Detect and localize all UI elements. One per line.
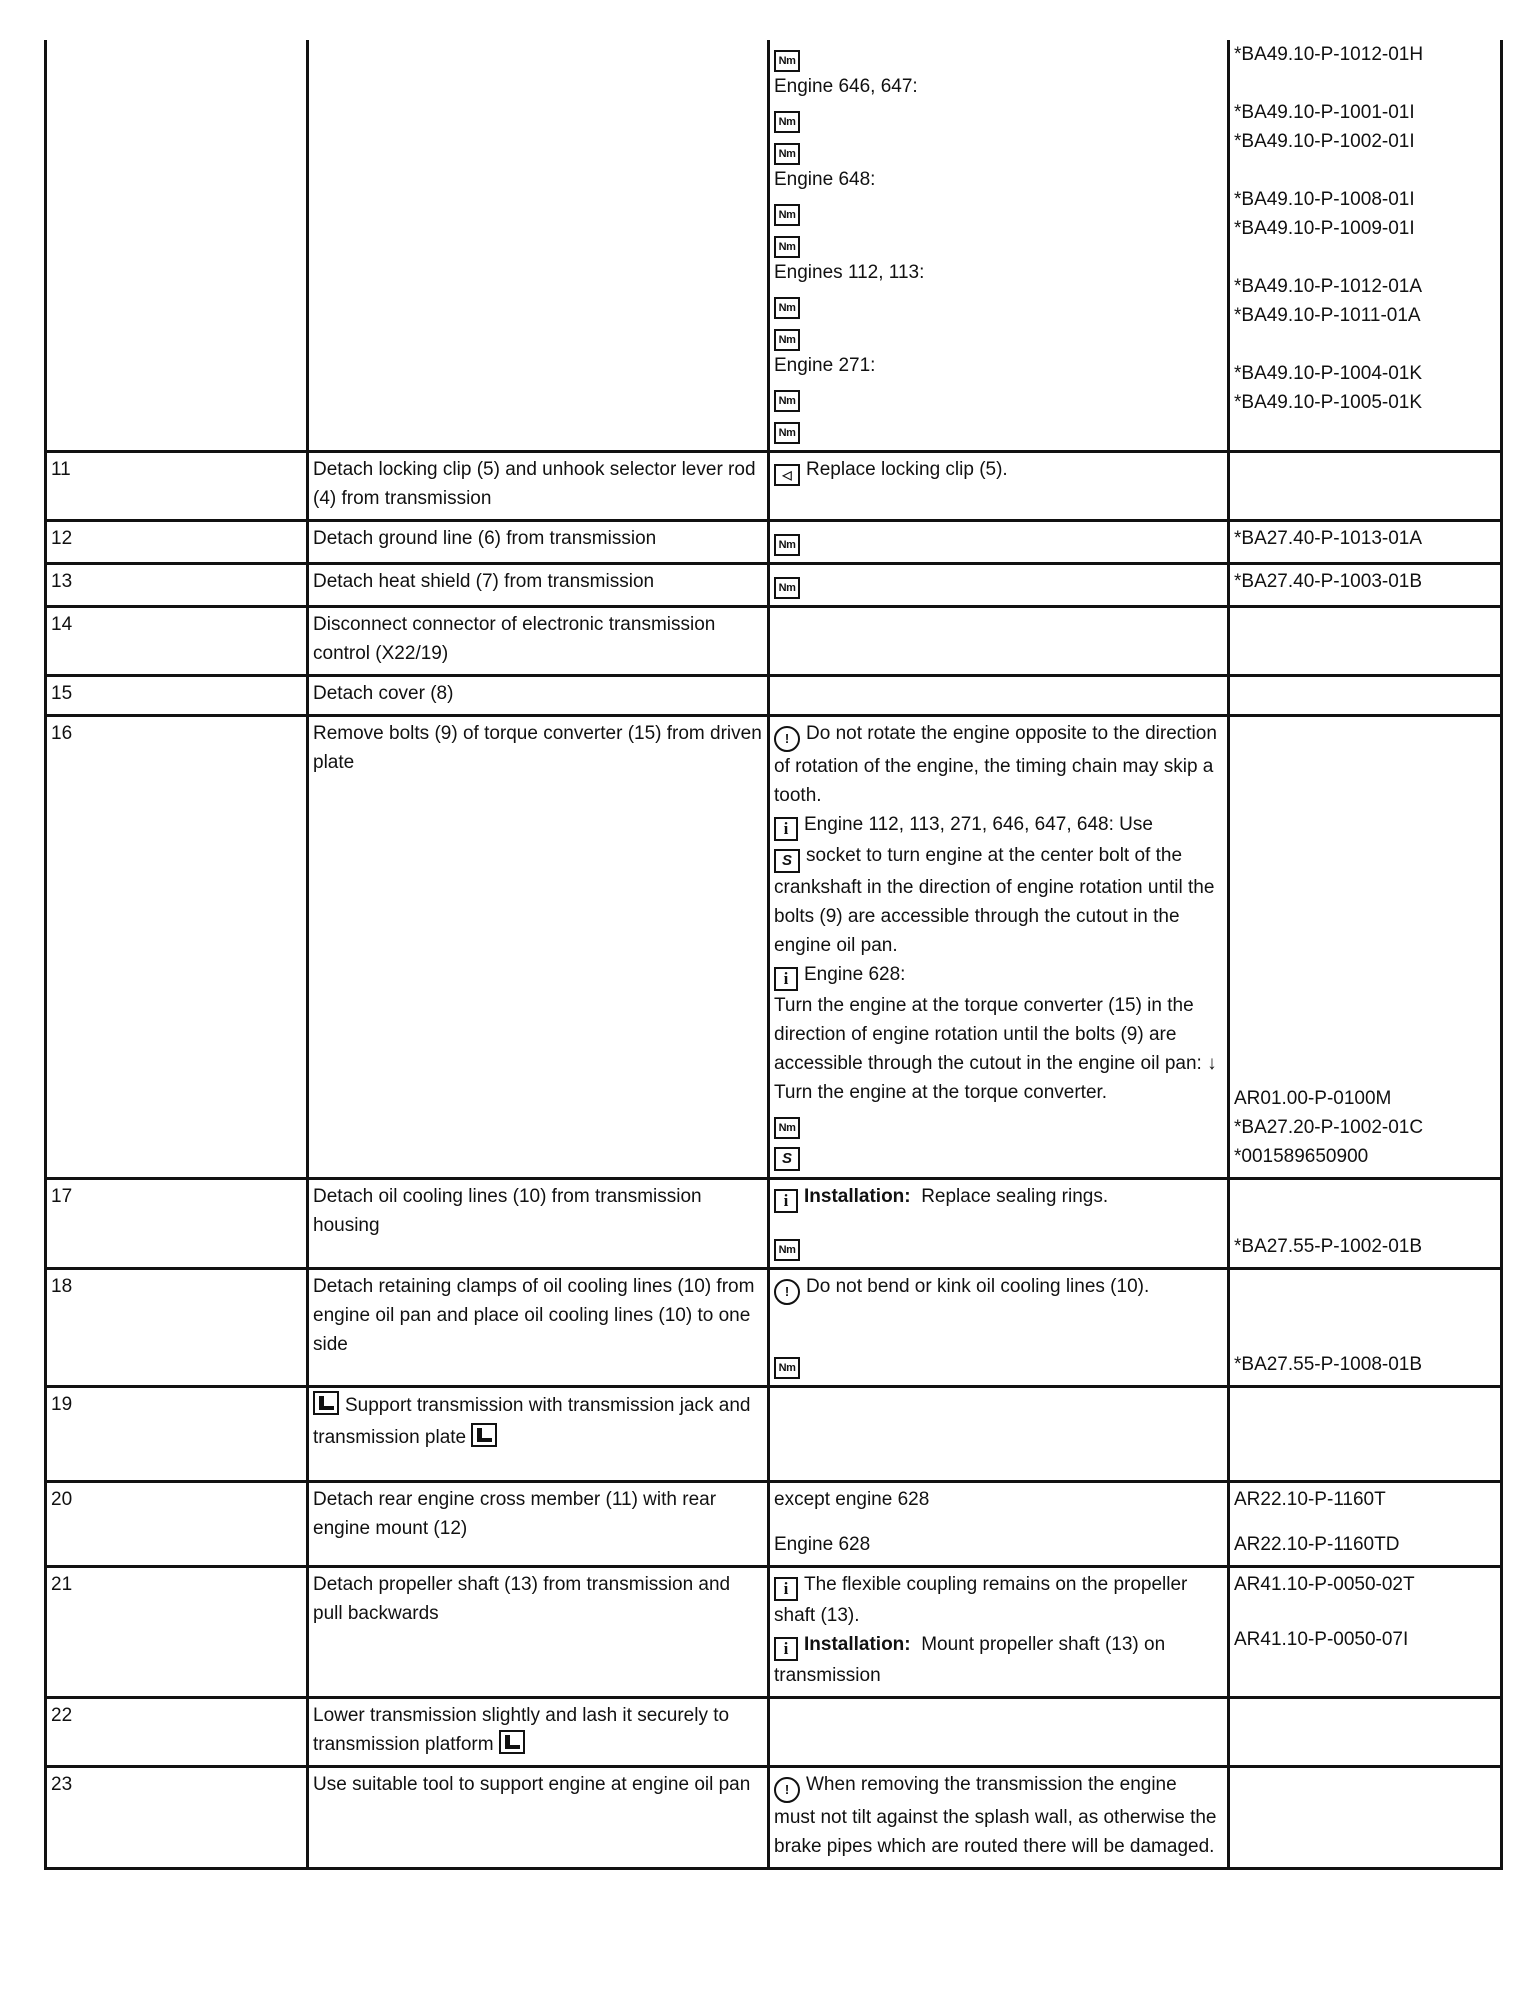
note-cell: ◁ Replace locking clip (5). xyxy=(769,452,1229,521)
torque-nm-icon: Nm xyxy=(774,204,800,226)
step-number: 14 xyxy=(46,607,308,676)
engine-label: Engine 646, 647: xyxy=(774,76,918,97)
torque-nm-icon: Nm xyxy=(774,422,800,444)
reference-link[interactable]: *BA27.40-P-1003-01B xyxy=(1229,564,1502,607)
table-row xyxy=(46,1698,1502,1767)
table-row xyxy=(46,521,1502,564)
step-number: 11 xyxy=(46,452,308,521)
action-text: Lower transmission slightly and lash it securely to transmission platform xyxy=(308,1698,769,1767)
note-cell: ! Do not bend or kink oil cooling lines (10). Nm xyxy=(769,1269,1229,1387)
step-number: 21 xyxy=(46,1567,308,1698)
note-cell: ! When removing the transmission the engine must not tilt against the splash wall, as otherwise the brake pipes which are routed there will be damaged. xyxy=(769,1767,1229,1869)
table-row-continued xyxy=(46,40,1502,452)
replace-icon: ◁ xyxy=(774,464,800,486)
action-text: Detach heat shield (7) from transmission xyxy=(308,564,769,607)
reference-cell xyxy=(1229,607,1502,676)
action-text: Remove bolts (9) of torque converter (15) from driven plate xyxy=(308,716,769,1179)
torque-nm-icon: Nm xyxy=(774,534,800,556)
reference-cell xyxy=(1229,1567,1502,1698)
torque-nm-icon: Nm xyxy=(774,143,800,165)
action-cell xyxy=(308,40,769,452)
action-text: Detach propeller shaft (13) from transmission and pull backwards xyxy=(308,1567,769,1698)
table-row xyxy=(46,1269,1502,1387)
note-cell xyxy=(769,1698,1229,1767)
step-cell xyxy=(46,40,308,452)
note-cell xyxy=(769,521,1229,564)
note-cell xyxy=(769,607,1229,676)
action-text: Detach ground line (6) from transmission xyxy=(308,521,769,564)
reference-link[interactable]: AR41.10-P-0050-07I xyxy=(1234,1629,1409,1650)
action-text: Disconnect connector of electronic transmission control (X22/19) xyxy=(308,607,769,676)
step-number: 16 xyxy=(46,716,308,1179)
reference-link[interactable]: *BA27.55-P-1008-01B xyxy=(1234,1354,1423,1375)
special-tool-icon[interactable]: S xyxy=(774,1147,800,1171)
reference-link[interactable]: *BA27.20-P-1002-01C xyxy=(1234,1117,1424,1138)
reference-link[interactable]: *BA27.40-P-1013-01A xyxy=(1229,521,1502,564)
step-number: 19 xyxy=(46,1387,308,1482)
table-row xyxy=(46,452,1502,521)
table-row xyxy=(46,1387,1502,1482)
action-text: Detach oil cooling lines (10) from transmission housing xyxy=(308,1179,769,1269)
reference-cell xyxy=(1229,1482,1502,1567)
note-cell xyxy=(769,1387,1229,1482)
reference-link[interactable]: AR01.00-P-0100M xyxy=(1234,1088,1392,1109)
reference-link[interactable]: AR22.10-P-1160TD xyxy=(1234,1534,1400,1555)
table-row xyxy=(46,564,1502,607)
torque-nm-icon: Nm xyxy=(774,50,800,72)
reference-link[interactable]: *BA49.10-P-1004-01K xyxy=(1234,363,1423,384)
caution-icon: ! xyxy=(774,726,800,752)
torque-nm-icon: Nm xyxy=(774,111,800,133)
step-number: 23 xyxy=(46,1767,308,1869)
reference-cell xyxy=(1229,1387,1502,1482)
reference-cell xyxy=(1229,1179,1502,1269)
reference-link[interactable]: AR41.10-P-0050-02T xyxy=(1234,1574,1415,1595)
note-cell: except engine 628 Engine 628 xyxy=(769,1482,1229,1567)
transmission-jack-icon[interactable] xyxy=(499,1730,525,1754)
torque-nm-icon: Nm xyxy=(774,1357,800,1379)
warning-text: Do not rotate the engine opposite to the direction of rotation of the engine, the timing chain may skip a tooth. xyxy=(774,723,1217,806)
action-text: Detach locking clip (5) and unhook selector lever rod (4) from transmission xyxy=(308,452,769,521)
engine-label: Engine 271: xyxy=(774,355,876,376)
reference-link[interactable]: *BA49.10-P-1001-01I xyxy=(1234,102,1415,123)
reference-link[interactable]: *BA49.10-P-1008-01I xyxy=(1234,189,1415,210)
transmission-jack-icon[interactable] xyxy=(313,1391,339,1415)
action-text: Use suitable tool to support engine at engine oil pan xyxy=(308,1767,769,1869)
reference-cell xyxy=(1229,452,1502,521)
step-number: 15 xyxy=(46,676,308,716)
torque-nm-icon: Nm xyxy=(774,390,800,412)
table-row xyxy=(46,1767,1502,1869)
torque-nm-icon: Nm xyxy=(774,329,800,351)
reference-cell xyxy=(1229,1767,1502,1869)
info-icon: i xyxy=(774,817,798,841)
reference-link[interactable]: *BA49.10-P-1012-01H xyxy=(1234,44,1424,65)
caution-icon: ! xyxy=(774,1777,800,1803)
table-row xyxy=(46,1482,1502,1567)
transmission-jack-icon[interactable] xyxy=(471,1423,497,1447)
note-cell: i The flexible coupling remains on the propeller shaft (13). i Installation: Mount propeller shaft (13) on transmission xyxy=(769,1567,1229,1698)
torque-nm-icon: Nm xyxy=(774,1239,800,1261)
action-text: Support transmission with transmission jack and transmission plate xyxy=(308,1387,769,1482)
reference-link[interactable]: *BA49.10-P-1005-01K xyxy=(1234,392,1423,413)
torque-nm-icon: Nm xyxy=(774,236,800,258)
reference-link[interactable]: *BA49.10-P-1009-01I xyxy=(1234,218,1415,239)
table-row xyxy=(46,607,1502,676)
special-tool-icon[interactable]: S xyxy=(774,849,800,873)
reference-link[interactable]: *BA49.10-P-1011-01A xyxy=(1234,305,1421,326)
action-text: Detach retaining clamps of oil cooling lines (10) from engine oil pan and place oil cooling lines (10) to one side xyxy=(308,1269,769,1387)
reference-link[interactable]: AR22.10-P-1160T xyxy=(1234,1489,1386,1510)
action-text: Detach rear engine cross member (11) with rear engine mount (12) xyxy=(308,1482,769,1567)
step-number: 22 xyxy=(46,1698,308,1767)
table-row xyxy=(46,1179,1502,1269)
note-cell xyxy=(769,40,1229,452)
step-number: 13 xyxy=(46,564,308,607)
procedure-table xyxy=(44,40,1503,1870)
caution-icon: ! xyxy=(774,1279,800,1305)
info-icon: i xyxy=(774,1637,798,1661)
reference-link[interactable]: *001589650900 xyxy=(1234,1146,1369,1167)
info-icon: i xyxy=(774,1577,798,1601)
action-text: Detach cover (8) xyxy=(308,676,769,716)
note-cell xyxy=(769,676,1229,716)
torque-nm-icon: Nm xyxy=(774,577,800,599)
reference-link[interactable]: *BA27.55-P-1002-01B xyxy=(1234,1236,1423,1257)
torque-nm-icon: Nm xyxy=(774,1117,800,1139)
torque-nm-icon: Nm xyxy=(774,297,800,319)
info-icon: i xyxy=(774,1189,798,1213)
step-number: 12 xyxy=(46,521,308,564)
step-number: 18 xyxy=(46,1269,308,1387)
step-number: 20 xyxy=(46,1482,308,1567)
reference-cell xyxy=(1229,1269,1502,1387)
reference-link[interactable]: *BA49.10-P-1012-01A xyxy=(1234,276,1423,297)
reference-link[interactable]: *BA49.10-P-1002-01I xyxy=(1234,131,1415,152)
engine-label: Engines 112, 113: xyxy=(774,262,925,283)
reference-cell xyxy=(1229,676,1502,716)
note-cell: i Installation: Replace sealing rings. Nm xyxy=(769,1179,1229,1269)
reference-cell xyxy=(1229,1698,1502,1767)
table-row xyxy=(46,676,1502,716)
info-icon: i xyxy=(774,967,798,991)
step-number: 17 xyxy=(46,1179,308,1269)
reference-cell xyxy=(1229,40,1502,452)
engine-label: Engine 648: xyxy=(774,169,876,190)
note-cell: ! Do not rotate the engine opposite to the direction of rotation of the engine, the timing chain may skip a tooth. i Engine 112, 113, 271, 646, 647, 648: Use S socket to turn engine at the center bolt of the crankshaft in the direction of engine rotation until the bolts (9) are accessible through the cutout in the engine oil pan. i Engine 628: Turn the engine at the torque converter (15) in the direction of engine rotation until the bolts (9) are accessible through the cutout in the engine oil pan: ↓ Turn the engine at the torque converter. Nm S xyxy=(769,716,1229,1179)
table-row xyxy=(46,716,1502,1179)
note-cell xyxy=(769,564,1229,607)
table-row xyxy=(46,1567,1502,1698)
reference-cell xyxy=(1229,716,1502,1179)
